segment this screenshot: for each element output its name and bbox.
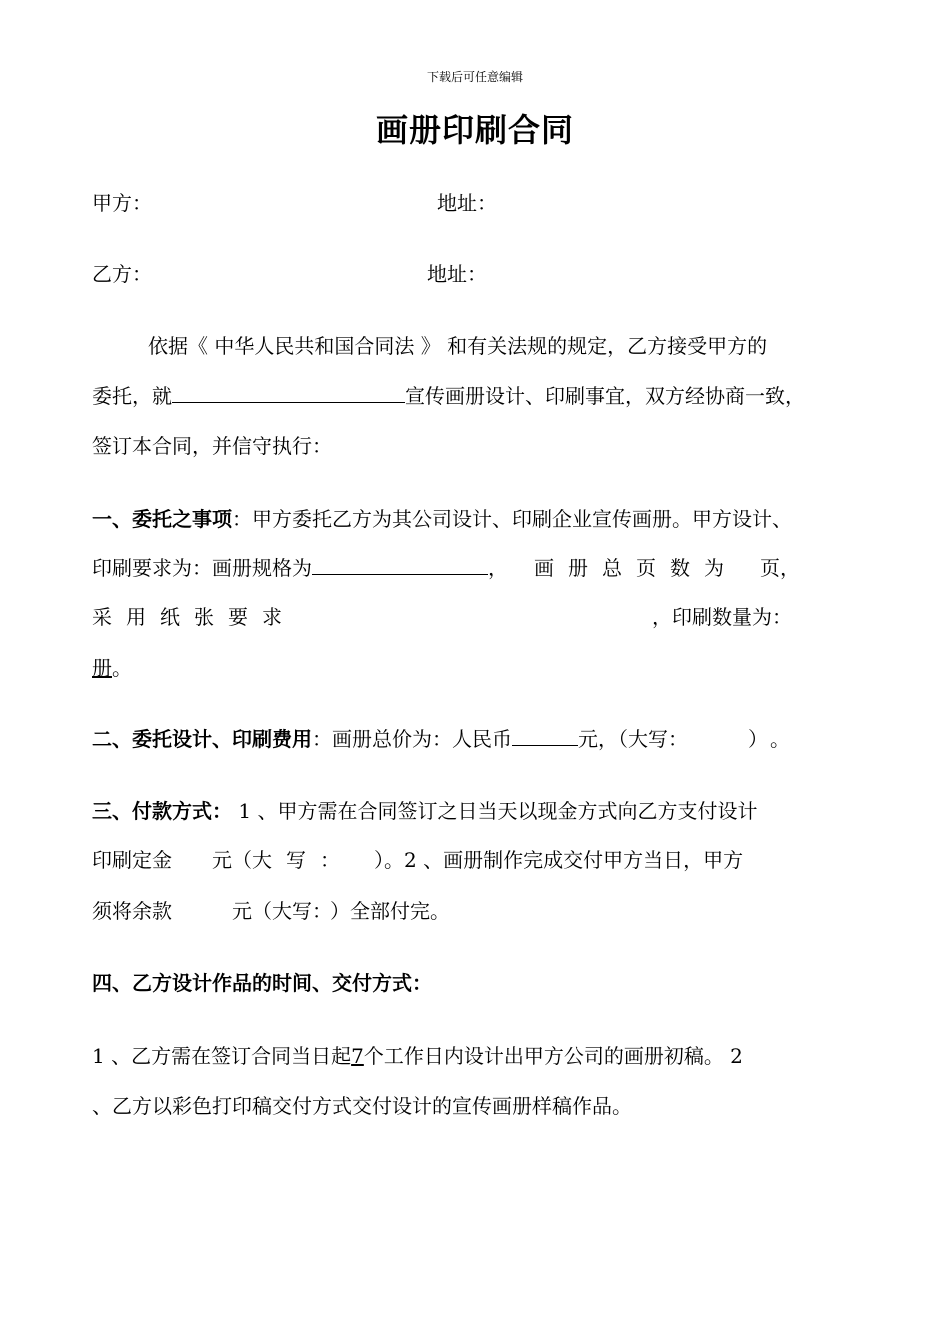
section-3-line-1 (92, 795, 757, 824)
volume-unit: 册 (92, 656, 112, 680)
intro-line-1: 依据《 中华人民共和国合同法 》 和有关法规的规定，乙方接受甲方的 (148, 334, 768, 358)
section-1-line-3 (92, 601, 792, 630)
section-3-line-3 (92, 895, 450, 924)
page-unit: 页， (760, 556, 800, 580)
section-1-text: ：甲方委托乙方为其公司设计、印刷企业宣传画册。甲方设计、 (232, 507, 792, 531)
intro-line-2a: 委托，就 (92, 384, 172, 408)
total-price-blank (512, 727, 578, 746)
party-a-label: 甲方： (92, 191, 152, 215)
intro-line-2b: 宣传画册设计、印刷事宜，双方经协商一致， (405, 384, 805, 408)
section-3-line-2 (92, 844, 743, 873)
section-4-heading: 四、乙方设计作品的时间、交付方式： (92, 971, 432, 995)
section-4-line-1 (92, 1040, 743, 1069)
section-1-line-4 (92, 652, 132, 681)
capital-label: 元（大写： (232, 899, 322, 923)
section-1-heading: 一、委托之事项 (92, 507, 232, 531)
section-3-heading: 三、付款方式： (92, 799, 232, 823)
contract-title: 画册印刷合同 (375, 111, 574, 149)
deposit-label: 印刷定金 (92, 848, 172, 872)
section-2-line (92, 723, 790, 752)
delivery-text-1: 1 、乙方需在签订合同当日起 (92, 1044, 352, 1068)
spec-label: 印刷要求为：画册规格为 (92, 556, 312, 580)
header-note: 下载后可任意编辑 (426, 70, 523, 84)
project-name-blank (172, 384, 405, 403)
intro-line-3: 签订本合同，并信守执行： (92, 434, 332, 458)
quantity-label: ，印刷数量为： (652, 605, 792, 629)
total-price-label: ：画册总价为：人民币 (312, 727, 512, 751)
section-1-line-1 (92, 503, 792, 532)
yuan-open: 元（ (212, 848, 252, 872)
party-b-address-label: 地址： (427, 262, 487, 286)
section-1-line-2 (92, 552, 800, 581)
payment-text-3: ）全部付完。 (330, 899, 450, 923)
capital-label: 元，（大写： (578, 727, 678, 751)
page-count-label: 画册总页数为 (534, 556, 738, 580)
party-b-label: 乙方： (92, 262, 152, 286)
period: 。 (770, 727, 790, 751)
delivery-text-2: 个工作日内设计出甲方公司的画册初稿。 2 (363, 1044, 743, 1068)
intro-line-2 (92, 380, 805, 409)
period: 。 (112, 656, 132, 680)
capital-label: 大写： (252, 848, 344, 872)
spec-blank (312, 556, 488, 575)
section-2-heading: 二、委托设计、印刷费用 (92, 727, 312, 751)
payment-text-1: 1 、甲方需在合同签订之日当天以现金方式向乙方支付设计 (232, 799, 758, 823)
party-a-address-label: 地址： (437, 191, 497, 215)
workdays-value: 7 (351, 1044, 364, 1068)
close-paren: ） (748, 727, 758, 751)
balance-label: 须将余款 (92, 899, 172, 923)
section-4-line-2: 、乙方以彩色打印稿交付方式交付设计的宣传画册样稿作品。 (92, 1094, 632, 1118)
payment-text-2: ）。2 、画册制作完成交付甲方当日，甲方 (374, 848, 744, 872)
paper-label: 采用纸张要求 (92, 605, 296, 629)
spec-comma: ， (488, 556, 508, 580)
